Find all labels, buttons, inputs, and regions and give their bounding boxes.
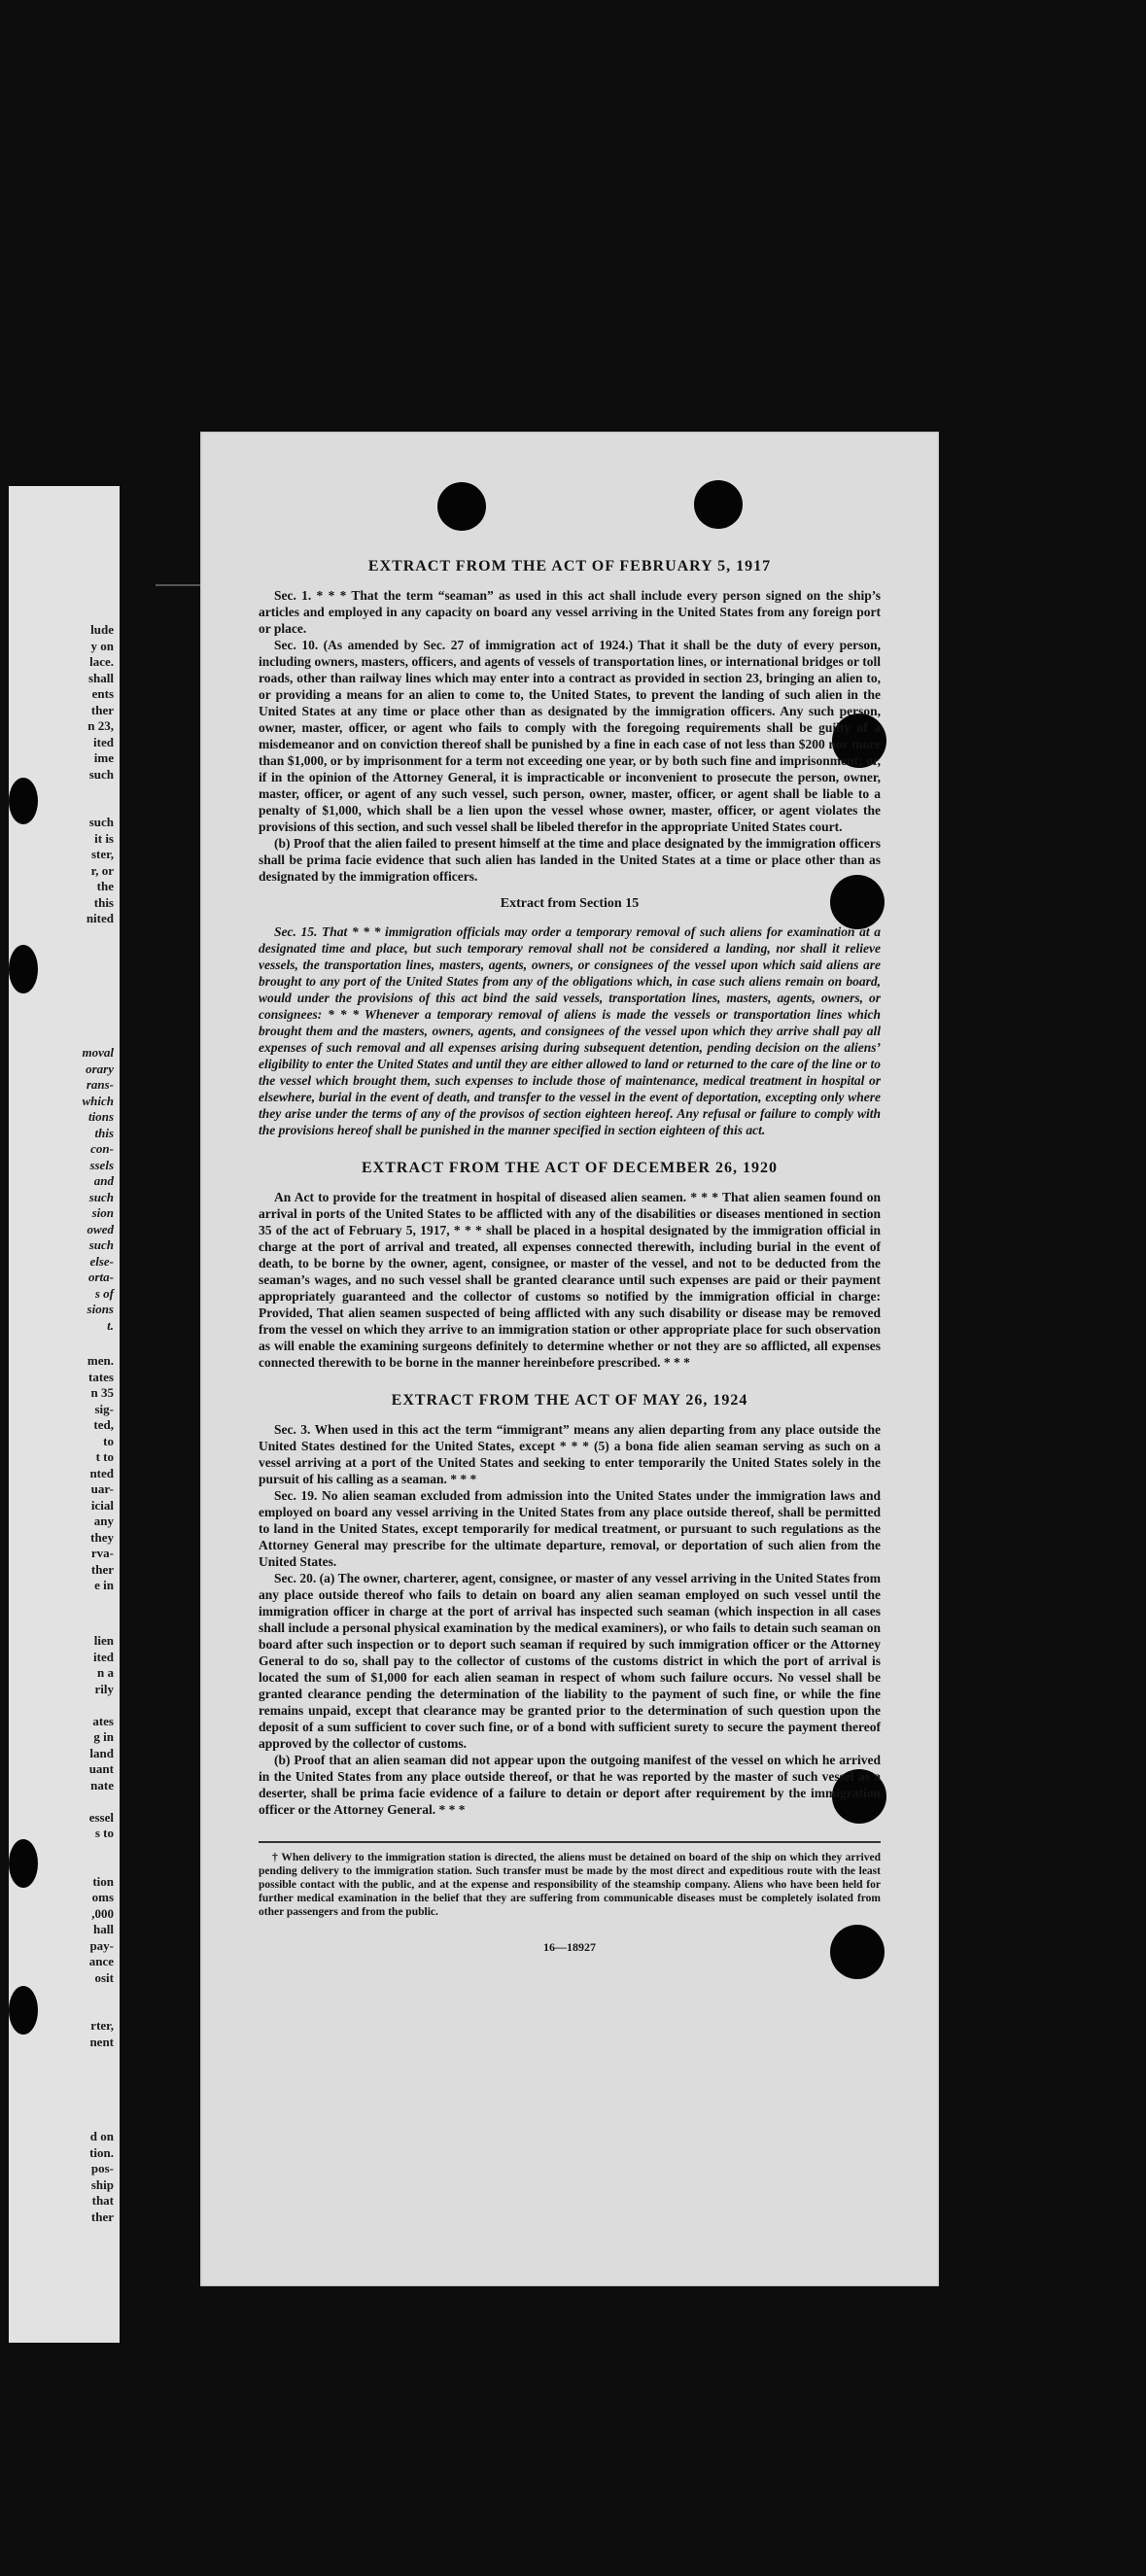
- strip-text-line: men.: [87, 1353, 114, 1368]
- strip-text-line: tions: [87, 1109, 114, 1124]
- strip-text-line: ited: [93, 734, 114, 749]
- strip-text-line: tates: [88, 1369, 114, 1384]
- strip-text-line: this: [94, 1125, 114, 1140]
- strip-text-line: land: [89, 1745, 114, 1760]
- adjacent-page-strip: [9, 486, 120, 2343]
- strip-text-block-2: [82, 1045, 114, 1334]
- paragraph-act-1920: An Act to provide for the treatment in hospital of diseased alien seamen. * * * That alien seamen found on arrival in ports of the United States to be afflicted with any of the disabilities or diseases mentioned in section 35 of the act of February 5, 1917, * * * shall be placed in a hospital designated by the immigration official in charge at the port of arrival and treated, all expenses connected therewith, including burial in the event of death, to be borne by the owner, agent, consignee, or master of the vessel, and not to be deducted from the seaman’s wages, and no such vessel shall be granted clearance until such expenses are paid or their payment appropriately guaranteed and the collector of customs so notified by the immigration official in charge: Provided, That alien seamen suspected of being afflicted with any such disability or disease may be removed from the vessel on which they arrive to an immigration station or other appropriate place for such observation as will enable the examining surgeons definitely to determine whether or not they are so afflicted, all expenses connected therewith to be borne in the manner hereinbefore prescribed. * * *: [259, 1190, 881, 1370]
- strip-text-line: ther: [90, 1561, 114, 1577]
- strip-text-line: rily: [94, 1681, 114, 1696]
- strip-text-line: ssels: [89, 1157, 114, 1172]
- strip-text-line: ited: [93, 1649, 114, 1664]
- strip-text-line: [89, 1793, 114, 1810]
- strip-text-line: g in: [93, 1729, 114, 1744]
- paragraph-sec-19: Sec. 19. No alien seaman excluded from admission into the United States under the immigration laws and employed on board any vessel arriving in the United States from any place outside thereof, shall be permitted to land in the United States, except temporarily for medical treatment, or pursuant to such regulations as the Attorney General may prescribe for the ultimate departure, removal, or deportation of such alien from the United States.: [259, 1488, 881, 1569]
- strip-text-line: [87, 799, 114, 816]
- punch-hole: [9, 778, 38, 824]
- strip-text-line: [89, 1858, 114, 1874]
- strip-text-line: rans-: [86, 1077, 114, 1092]
- punch-hole: [9, 1839, 38, 1888]
- strip-text-line: to: [103, 1433, 114, 1448]
- strip-text-line: uant: [88, 1761, 114, 1776]
- strip-text-line: moval: [82, 1045, 114, 1060]
- strip-text-line: tion: [92, 1873, 114, 1889]
- strip-text-line: such: [88, 815, 114, 829]
- strip-text-line: con-: [90, 1141, 114, 1156]
- strip-text-line: ster,: [91, 847, 114, 861]
- strip-text-line: n 35: [90, 1385, 114, 1400]
- heading-act-1924: EXTRACT FROM THE ACT OF MAY 26, 1924: [391, 1392, 748, 1409]
- paragraph-sec-3: Sec. 3. When used in this act the term “immigrant” means any alien departing from any place outside the United States destined for the United States, except * * * (5) a bona fide alien seaman serving as such on a vessel arriving at a port of the United States and seeking to enter temporarily the United States solely in the pursuit of his calling as a seaman. * * *: [259, 1422, 881, 1486]
- strip-text-line: d on: [89, 2129, 114, 2143]
- section-act-1917: [259, 558, 881, 1138]
- strip-text-line: orary: [86, 1061, 114, 1076]
- strip-text-line: rva-: [90, 1546, 114, 1560]
- strip-text-line: sions: [87, 1302, 114, 1316]
- punch-hole: [9, 1986, 38, 2035]
- strip-text-block-4: [89, 1633, 114, 2050]
- strip-text-line: ates: [92, 1713, 114, 1728]
- section-act-1920: [259, 1160, 881, 1371]
- strip-text-line: lien: [93, 1633, 114, 1648]
- subheading-section-15: Extract from Section 15: [500, 896, 640, 911]
- document-number: 16—18927: [543, 1940, 596, 1954]
- strip-text-line: which: [82, 1093, 114, 1108]
- strip-text-line: [89, 1842, 114, 1859]
- strip-text-line: ime: [93, 750, 114, 765]
- heading-act-1920: EXTRACT FROM THE ACT OF DECEMBER 26, 1920: [361, 1160, 778, 1176]
- strip-text-line: that: [91, 2193, 114, 2208]
- strip-text-line: ance: [88, 1954, 114, 1968]
- strip-text-line: oms: [91, 1890, 114, 1904]
- page-content: [259, 558, 881, 1955]
- strip-text-line: orta-: [88, 1270, 114, 1284]
- strip-text-line: pay-: [89, 1937, 114, 1953]
- strip-text-line: [89, 1986, 114, 2002]
- punch-hole: [9, 945, 38, 993]
- strip-text-line: such: [88, 1237, 114, 1252]
- paragraph-sec-20b: (b) Proof that an alien seaman did not appear upon the outgoing manifest of the vessel on which he arrived in the United States from any place outside thereof, or that he was reported by the master of such vessel as a deserter, shall be prima facie evidence of a failure to detain or deport after requirement by the immigration officer or the Attorney General. * * *: [259, 1753, 881, 1817]
- strip-text-line: sig-: [94, 1401, 114, 1416]
- strip-text-line: [87, 783, 114, 799]
- strip-text-line: [89, 1697, 114, 1714]
- strip-text-line: s to: [94, 1826, 114, 1840]
- strip-text-line: hall: [93, 1922, 114, 1936]
- strip-text-line: r, or: [90, 862, 114, 878]
- strip-text-block-3: [87, 1353, 114, 1594]
- footnote: † When delivery to the immigration station is directed, the aliens must be detained on board of the ship on which they arrived pending delivery to the immigration station. Such transfer must be made by the most direct and expeditious route with the least possible contact with the public, and at the expense and responsibility of the steamship company. Aliens who have been held for further medical examination in the belief that they are suffering from communicable diseases must be completely isolated from other passengers and from the public.: [259, 1841, 881, 1919]
- document-page: [200, 432, 939, 2286]
- strip-text-line: shall: [87, 670, 114, 685]
- strip-text-line: it is: [94, 830, 114, 846]
- strip-text-line: s of: [94, 1285, 114, 1301]
- strip-text-line: essel: [88, 1809, 114, 1825]
- strip-text-line: e in: [94, 1578, 114, 1592]
- strip-text-line: any: [93, 1514, 114, 1528]
- strip-text-line: sion: [91, 1205, 114, 1220]
- strip-text-line: icial: [90, 1497, 114, 1513]
- strip-text-line: such: [88, 1189, 114, 1204]
- punch-hole: [437, 482, 486, 531]
- punch-hole: [694, 480, 743, 529]
- strip-text-line: nited: [86, 911, 114, 925]
- strip-text-line: ship: [90, 2176, 114, 2192]
- section-act-1924: [259, 1392, 881, 1818]
- strip-text-line: ,000: [91, 1905, 114, 1921]
- paragraph-sec-20a: Sec. 20. (a) The owner, charterer, agent, consignee, or master of any vessel arriving in the United States from any place outside thereof who fails to detain on board any alien seaman employed on such vessel until the immigration officer in charge at the port of arrival has inspected such seaman (which inspection in all cases shall include a personal physical examination by the medical examiners), or who fails to detain such seaman on board after such inspection or to deport such seaman if required by such immigration officer or the Attorney General to do so, shall pay to the collector of customs of the customs district in which the port of arrival is located the sum of $1,000 for each alien seaman in respect of whom such failure occurs. No vessel shall be granted clearance pending the determination of the liability to the payment of such fine, or while the fine remains unpaid, except that clearance may be granted prior to the determination of such question upon the deposit of a sum sufficient to cover such fine, or of a bond with sufficient surety to secure the payment thereof approved by the collector of customs.: [259, 1571, 881, 1751]
- paragraph-sec-1: Sec. 1. * * * That the term “seaman” as used in this act shall include every person signed on the ship’s articles and employed in any capacity on board any vessel arriving in the United States from any foreign port or place.: [259, 588, 881, 636]
- strip-text-line: osit: [94, 1969, 114, 1985]
- strip-text-line: ther: [90, 702, 114, 717]
- strip-text-line: nate: [90, 1777, 114, 1793]
- strip-text-line: lude: [90, 622, 114, 637]
- strip-text-line: n a: [97, 1665, 114, 1680]
- strip-text-line: pos-: [90, 2161, 114, 2176]
- strip-text-line: t to: [95, 1449, 114, 1464]
- paragraph-sec-15: Sec. 15. That * * * immigration officials may order a temporary removal of such aliens for examination at a designated time and place, but such temporary removal shall not be considered a landing, nor shall it relieve vessels, the transportation lines, masters, agents, owners, or consignees of the vessel upon which said aliens are brought to any port of the United States from any of the obligations which, in case such aliens remain on board, would under the provisions of this act bind the said vessels, transportation lines, masters, agents, owners, or consignees: * * * Whenever a temporary removal of aliens is made the vessels or transportation lines which brought them and the masters, owners, agents, and consignees of the vessel upon which they arrive shall pay all expenses of such removal and all expenses arising during subsequent detention, pending decision on the aliens’ eligibility to enter the United States and until they are either allowed to land or returned to the care of the line or to the vessel which brought them, such expenses to include those of maintenance, medical treatment in hospital or elsewhere, burial in the event of death, and transfer to the vessel in the event of deportation, excepting only where they arise under the terms of any of the provisos of section eighteen hereof. Any refusal or failure to comply with the provisions hereof shall be punished in the manner specified in section eighteen of this act.: [259, 924, 881, 1137]
- strip-text-line: they: [90, 1529, 114, 1545]
- strip-text-line: nent: [89, 2034, 114, 2049]
- strip-text-line: tion.: [89, 2144, 114, 2160]
- strip-text-block-5: [89, 2129, 114, 2225]
- strip-text-line: this: [93, 894, 114, 910]
- strip-text-line: owed: [87, 1221, 114, 1236]
- strip-text-line: ents: [91, 686, 114, 701]
- paragraph-sec-10b: (b) Proof that the alien failed to present himself at the time and place designated by the immigration officers shall be prima facie evidence that such alien has landed in the United States at a time or place other than as designated by the immigration officers.: [259, 836, 881, 884]
- strip-text-line: [89, 2002, 114, 2019]
- strip-text-line: else-: [89, 1253, 114, 1269]
- strip-text-block-1: [87, 622, 114, 927]
- strip-text-line: the: [96, 879, 114, 893]
- strip-text-line: such: [88, 766, 114, 782]
- strip-text-line: n 23,: [87, 718, 114, 733]
- strip-text-line: lace.: [89, 654, 114, 669]
- strip-text-line: nted: [89, 1465, 114, 1480]
- strip-text-line: ther: [90, 2209, 114, 2224]
- strip-text-line: uar-: [90, 1481, 114, 1496]
- paragraph-sec-10: Sec. 10. (As amended by Sec. 27 of immigration act of 1924.) That it shall be the duty of every person, including owners, masters, officers, and agents of vessels of transportation lines, or international bridges or toll roads, other than railway lines which may enter into a contract as provided in section 23, bringing an alien to, or providing a means for an alien to come to, the United States, to prevent the landing of such alien in the United States at any time or place other than as designated by the immigration officers. Any such person, owner, master, officer, or agent who fails to comply with the foregoing requirements shall be guilty of a misdemeanor and on conviction thereof shall be punished by a fine in each case of not less than $200 nor more than $1,000, or by imprisonment for a term not exceeding one year, or by both such fine and imprisonment; or, if in the opinion of the Attorney General, it is impracticable or inconvenient to prosecute the person, owner, master, officer, or agent of any such vessel, such person, owner, master, officer, or agent shall be liable to a penalty of $1,000, which shall be a lien upon the vessel whose owner, master, officer, or agent violates the provisions of this section, and such vessel shall be libeled therefor in the appropriate United States court.: [259, 638, 881, 834]
- strip-text-line: and: [93, 1173, 114, 1188]
- strip-text-line: y on: [90, 638, 114, 653]
- strip-text-line: rter,: [90, 2018, 114, 2033]
- heading-act-1917: EXTRACT FROM THE ACT OF FEBRUARY 5, 1917: [367, 558, 772, 574]
- strip-text-line: t.: [107, 1317, 114, 1333]
- strip-text-line: ted,: [93, 1417, 114, 1432]
